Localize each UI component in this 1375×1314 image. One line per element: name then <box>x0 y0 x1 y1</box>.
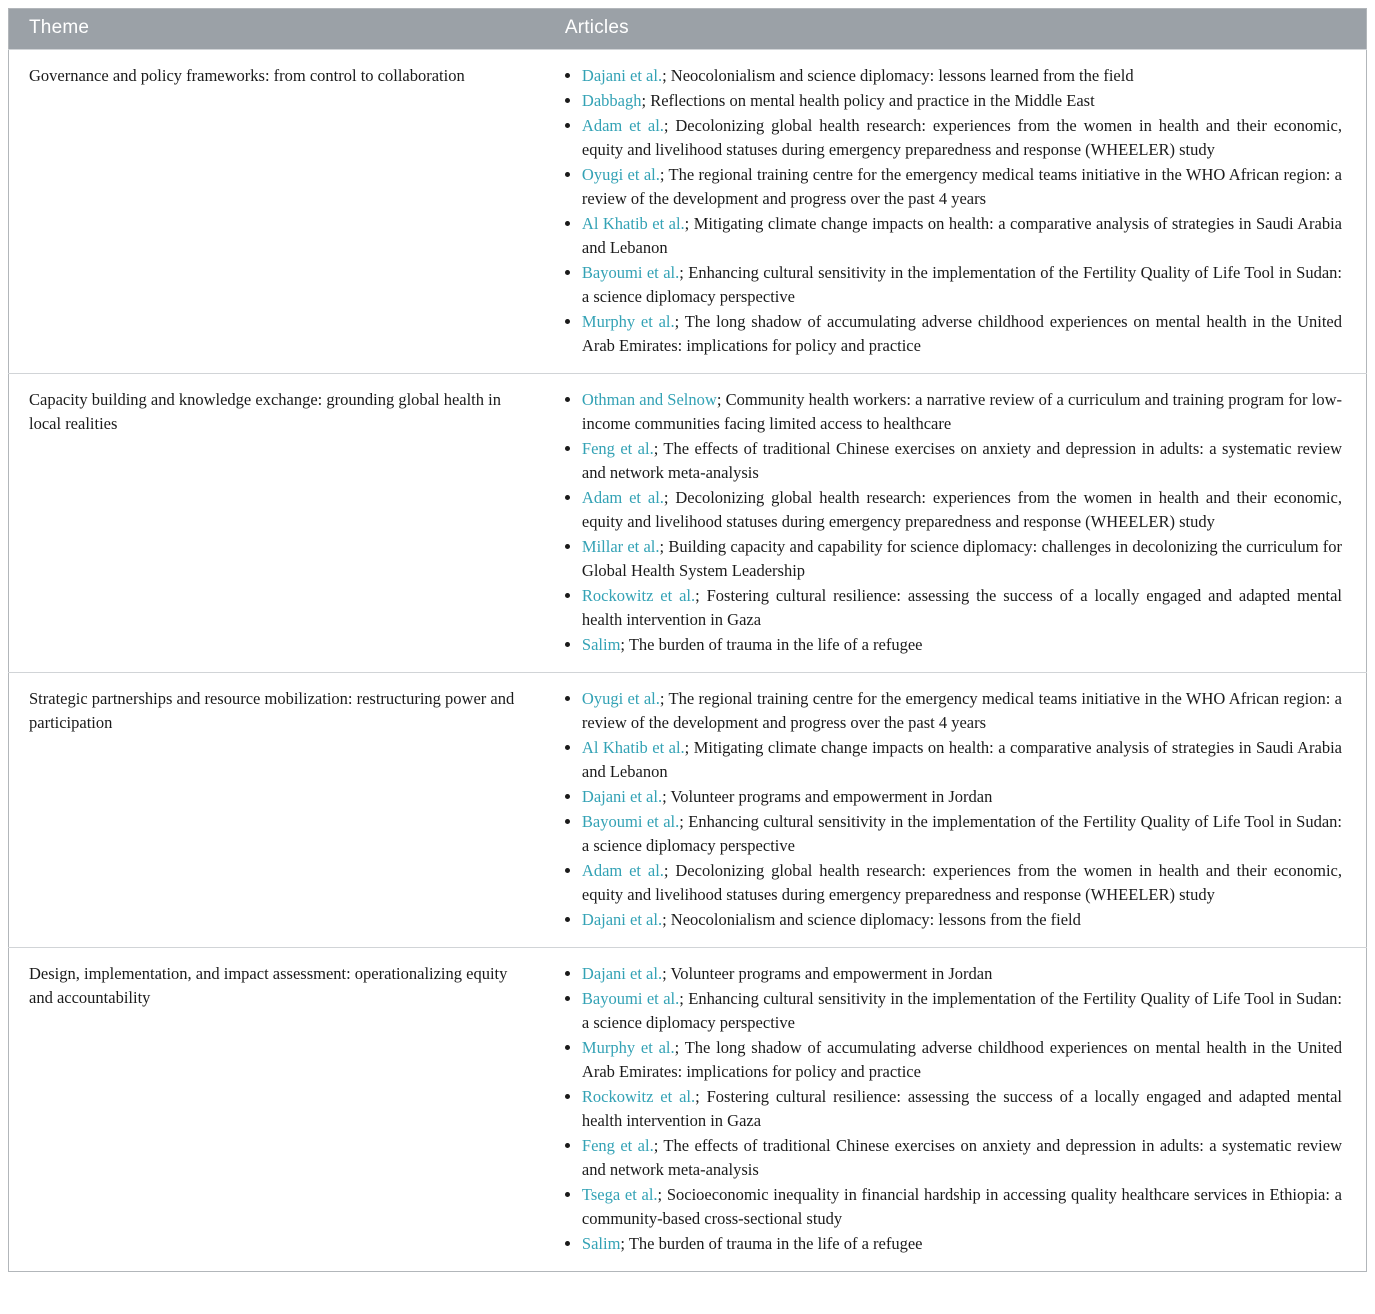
article-author-link[interactable]: Salim <box>581 1234 621 1253</box>
articles-column-header: Articles <box>545 9 1367 50</box>
author-title-separator: ; <box>641 91 651 110</box>
article-title: The long shadow of accumulating adverse childhood experiences on mental health in the United Arab Emirates: implications for policy and practice <box>581 312 1342 355</box>
author-title-separator: ; <box>662 910 671 929</box>
article-author-link[interactable]: Dajani et al. <box>581 787 663 806</box>
article-title: Fostering cultural resilience: assessing the success of a locally engaged and adapted mental health intervention in Gaza <box>581 1087 1342 1130</box>
article-author-link[interactable]: Dajani et al. <box>581 964 663 983</box>
article-item <box>582 163 1342 211</box>
articles-list <box>565 687 1342 932</box>
article-item <box>582 1085 1342 1133</box>
article-item <box>582 1036 1342 1084</box>
article-title: The burden of trauma in the life of a refugee <box>628 635 923 654</box>
article-item <box>582 114 1342 162</box>
article-title: Enhancing cultural sensitivity in the implementation of the Fertility Quality of Life Tool in Sudan: a science diplomacy perspective <box>581 263 1342 306</box>
article-title: Volunteer programs and empowerment in Jordan <box>670 964 993 983</box>
articles-list <box>565 962 1342 1256</box>
theme-cell: Governance and policy frameworks: from control to collaboration <box>29 66 465 85</box>
article-author-link[interactable]: Bayoumi et al. <box>581 989 680 1008</box>
article-title: Mitigating climate change impacts on health: a comparative analysis of strategies in Saudi Arabia and Lebanon <box>581 738 1342 781</box>
article-author-link[interactable]: Al Khatib et al. <box>581 214 685 233</box>
article-title: Neocolonialism and science diplomacy: lessons from the field <box>670 910 1081 929</box>
author-title-separator: ; <box>684 738 694 757</box>
article-item <box>582 310 1342 358</box>
article-item <box>582 212 1342 260</box>
article-item <box>582 1134 1342 1182</box>
table-header <box>9 9 1367 50</box>
article-item <box>582 388 1342 436</box>
theme-cell: Capacity building and knowledge exchange: grounding global health in local realities <box>29 390 501 433</box>
articles-cell <box>545 374 1367 673</box>
author-title-separator: ; <box>659 165 669 184</box>
author-title-separator: ; <box>679 989 689 1008</box>
author-title-separator: ; <box>662 787 671 806</box>
article-author-link[interactable]: Oyugi et al. <box>581 165 660 184</box>
author-title-separator: ; <box>679 812 689 831</box>
author-title-separator: ; <box>659 689 669 708</box>
author-title-separator: ; <box>653 1136 664 1155</box>
author-title-separator: ; <box>679 263 689 282</box>
article-author-link[interactable]: Adam et al. <box>581 861 664 880</box>
articles-list <box>565 64 1342 358</box>
table-row <box>9 50 1367 374</box>
article-title: The burden of trauma in the life of a refugee <box>628 1234 923 1253</box>
article-item <box>582 1183 1342 1231</box>
author-title-separator: ; <box>695 1087 707 1106</box>
author-title-separator: ; <box>695 586 707 605</box>
article-author-link[interactable]: Salim <box>581 635 621 654</box>
article-title: Building capacity and capability for science diplomacy: challenges in decolonizing the curriculum for Global Health System Leadership <box>581 537 1343 580</box>
table-body <box>9 50 1367 1272</box>
article-title: Fostering cultural resilience: assessing the success of a locally engaged and adapted mental health intervention in Gaza <box>581 586 1342 629</box>
article-title: Volunteer programs and empowerment in Jordan <box>670 787 993 806</box>
table-row <box>9 673 1367 948</box>
article-author-link[interactable]: Dabbagh <box>581 91 642 110</box>
author-title-separator: ; <box>620 635 629 654</box>
author-title-separator: ; <box>674 312 685 331</box>
table-row <box>9 374 1367 673</box>
article-author-link[interactable]: Millar et al. <box>581 537 660 556</box>
article-author-link[interactable]: Murphy et al. <box>581 1038 675 1057</box>
article-title: The regional training centre for the emergency medical teams initiative in the WHO African region: a review of the development and progress over the past 4 years <box>581 689 1342 732</box>
article-item <box>582 859 1342 907</box>
author-title-separator: ; <box>663 116 676 135</box>
author-title-separator: ; <box>663 861 676 880</box>
article-author-link[interactable]: Bayoumi et al. <box>581 263 680 282</box>
article-item <box>582 1232 1342 1256</box>
articles-cell <box>545 948 1367 1272</box>
article-item <box>582 908 1342 932</box>
article-author-link[interactable]: Murphy et al. <box>581 312 675 331</box>
article-item <box>582 987 1342 1035</box>
author-title-separator: ; <box>684 214 694 233</box>
article-item <box>582 64 1342 88</box>
author-title-separator: ; <box>659 537 669 556</box>
article-title: The long shadow of accumulating adverse childhood experiences on mental health in the United Arab Emirates: implications for policy and practice <box>581 1038 1342 1081</box>
article-title: The effects of traditional Chinese exercises on anxiety and depression in adults: a systematic review and network meta-analysis <box>581 439 1342 482</box>
article-author-link[interactable]: Feng et al. <box>581 439 654 458</box>
article-title: Decolonizing global health research: experiences from the women in health and their economic, equity and livelihood statuses during emergency preparedness and response (WHEELER) study <box>581 488 1342 531</box>
article-title: Community health workers: a narrative review of a curriculum and training program for low-income communities facing limited access to healthcare <box>581 390 1343 433</box>
article-title: The effects of traditional Chinese exercises on anxiety and depression in adults: a systematic review and network meta-analysis <box>581 1136 1342 1179</box>
theme-cell: Design, implementation, and impact assessment: operationalizing equity and accountability <box>29 964 508 1007</box>
article-title: Neocolonialism and science diplomacy: lessons learned from the field <box>670 66 1134 85</box>
article-author-link[interactable]: Dajani et al. <box>581 66 663 85</box>
article-item <box>582 486 1342 534</box>
article-author-link[interactable]: Rockowitz et al. <box>581 586 696 605</box>
article-item <box>582 535 1342 583</box>
article-author-link[interactable]: Oyugi et al. <box>581 689 660 708</box>
articles-list <box>565 388 1342 657</box>
theme-column-header: Theme <box>9 9 545 50</box>
article-item <box>582 962 1342 986</box>
author-title-separator: ; <box>716 390 726 409</box>
article-author-link[interactable]: Rockowitz et al. <box>581 1087 696 1106</box>
author-title-separator: ; <box>653 439 664 458</box>
article-title: Mitigating climate change impacts on health: a comparative analysis of strategies in Saudi Arabia and Lebanon <box>581 214 1342 257</box>
article-title: The regional training centre for the emergency medical teams initiative in the WHO African region: a review of the development and progress over the past 4 years <box>581 165 1342 208</box>
author-title-separator: ; <box>662 66 671 85</box>
article-item <box>582 810 1342 858</box>
article-item <box>582 736 1342 784</box>
author-title-separator: ; <box>662 964 671 983</box>
article-author-link[interactable]: Al Khatib et al. <box>581 738 685 757</box>
author-title-separator: ; <box>620 1234 629 1253</box>
article-title: Reflections on mental health policy and practice in the Middle East <box>650 91 1095 110</box>
article-author-link[interactable]: Adam et al. <box>581 116 664 135</box>
article-author-link[interactable]: Tsega et al. <box>581 1185 658 1204</box>
article-author-link[interactable]: Dajani et al. <box>581 910 663 929</box>
article-item <box>582 584 1342 632</box>
article-author-link[interactable]: Feng et al. <box>581 1136 654 1155</box>
table-header-row <box>9 9 1367 50</box>
article-title: Enhancing cultural sensitivity in the implementation of the Fertility Quality of Life Tool in Sudan: a science diplomacy perspective <box>581 812 1342 855</box>
article-item <box>582 785 1342 809</box>
articles-cell <box>545 50 1367 374</box>
article-item <box>582 437 1342 485</box>
article-author-link[interactable]: Bayoumi et al. <box>581 812 680 831</box>
author-title-separator: ; <box>674 1038 685 1057</box>
themes-articles-table <box>8 8 1367 1272</box>
article-item <box>582 633 1342 657</box>
articles-cell <box>545 673 1367 948</box>
author-title-separator: ; <box>657 1185 667 1204</box>
author-title-separator: ; <box>663 488 676 507</box>
table-row <box>9 948 1367 1272</box>
article-title: Socioeconomic inequality in financial hardship in accessing quality healthcare services in Ethiopia: a community-based cross-sectional study <box>581 1185 1342 1228</box>
theme-cell: Strategic partnerships and resource mobilization: restructuring power and participation <box>29 689 515 732</box>
article-item <box>582 261 1342 309</box>
article-title: Decolonizing global health research: experiences from the women in health and their economic, equity and livelihood statuses during emergency preparedness and response (WHEELER) study <box>581 116 1342 159</box>
article-item <box>582 687 1342 735</box>
article-author-link[interactable]: Adam et al. <box>581 488 664 507</box>
article-author-link[interactable]: Othman and Selnow <box>581 390 717 409</box>
article-title: Enhancing cultural sensitivity in the implementation of the Fertility Quality of Life Tool in Sudan: a science diplomacy perspective <box>581 989 1342 1032</box>
article-item <box>582 89 1342 113</box>
article-title: Decolonizing global health research: experiences from the women in health and their economic, equity and livelihood statuses during emergency preparedness and response (WHEELER) study <box>581 861 1342 904</box>
